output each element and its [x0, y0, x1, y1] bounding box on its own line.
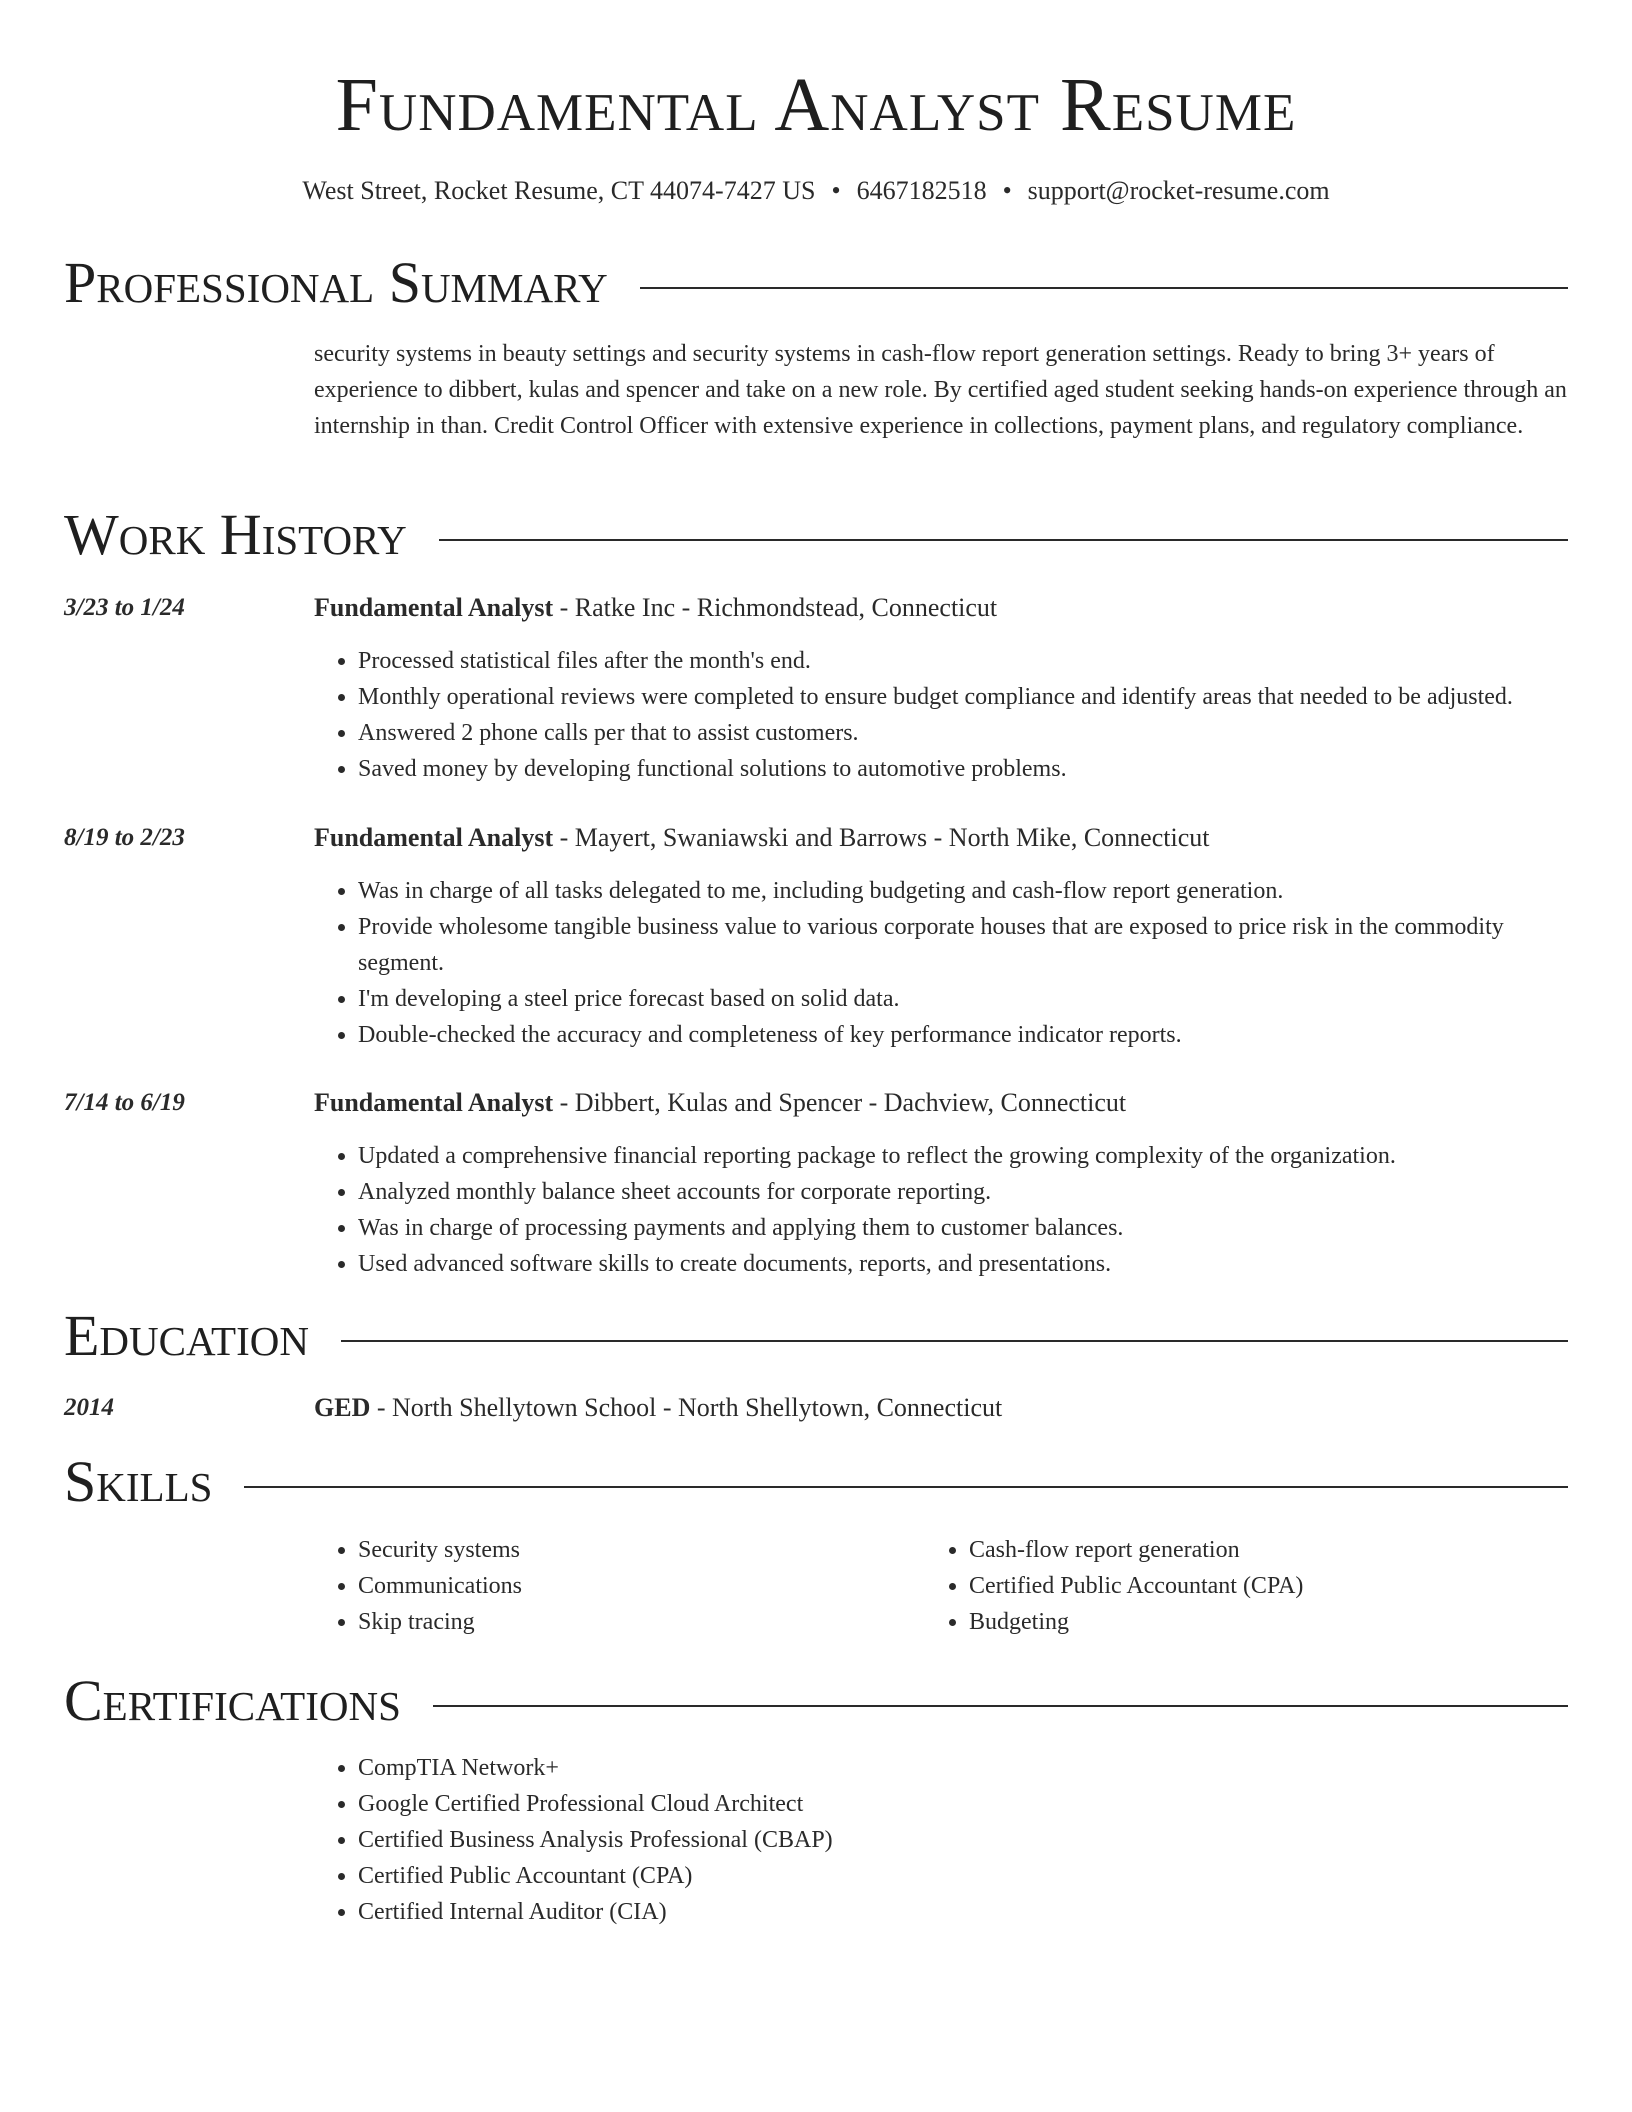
job-heading — [314, 820, 1209, 856]
section-heading: Education — [64, 1303, 309, 1368]
list-item: • Cash-flow report generation — [969, 1532, 1589, 1568]
email: support@rocket-resume.com — [1027, 176, 1330, 205]
section-divider — [640, 287, 1568, 289]
address: West Street, Rocket Resume, CT 44074-7427 US — [302, 176, 816, 205]
section-divider — [341, 1340, 1568, 1342]
job-dates: 7/14 to 6/19 — [64, 1089, 185, 1116]
list-item: • Updated a comprehensive financial reporting package to reflect the growing complexity of the organization. — [358, 1138, 1568, 1174]
education-degree: GED — [314, 1393, 371, 1422]
list-item: • Communications — [358, 1568, 918, 1604]
separator-dot: • — [1002, 176, 1012, 205]
list-item: • Certified Public Accountant (CPA) — [969, 1568, 1589, 1604]
job-dates: 8/19 to 2/23 — [64, 824, 185, 851]
skills-list-left — [314, 1532, 918, 1640]
job-title: Fundamental Analyst — [314, 593, 554, 622]
contact-line — [0, 174, 1632, 208]
list-item: • Google Certified Professional Cloud Architect — [358, 1786, 1558, 1822]
education-heading — [314, 1390, 1002, 1426]
resume-title: Fundamental Analyst Resume — [335, 63, 1297, 147]
job-heading — [314, 590, 997, 626]
job-title: Fundamental Analyst — [314, 1088, 554, 1117]
section-heading: Skills — [64, 1449, 213, 1514]
job-bullets — [314, 873, 1568, 1053]
section-education — [64, 1303, 1568, 1369]
list-item: • Processed statistical files after the month's end. — [358, 643, 1568, 679]
phone: 6467182518 — [856, 176, 987, 205]
list-item: • Budgeting — [969, 1604, 1589, 1640]
certifications-list — [314, 1750, 1558, 1930]
list-item: • CompTIA Network+ — [358, 1750, 1558, 1786]
list-item: • Certified Business Analysis Professional (CBAP) — [358, 1822, 1558, 1858]
section-divider — [439, 539, 1568, 541]
section-divider — [244, 1486, 1568, 1488]
job-bullets — [314, 643, 1568, 787]
skills-list-right — [925, 1532, 1589, 1640]
list-item: • Was in charge of all tasks delegated to me, including budgeting and cash-flow report generation. — [358, 873, 1568, 909]
summary-text: security systems in beauty settings and security systems in cash-flow report generation settings. Ready to bring 3+ years of experience to dibbert, kulas and spencer and take on a new role. By certified aged student seeking hands-on experience through an internship in than. Credit Control Officer with extensive experience in collections, payment plans, and regulatory compliance. — [314, 341, 1567, 439]
section-divider — [433, 1705, 1568, 1707]
job-heading — [314, 1085, 1126, 1121]
list-item: • Provide wholesome tangible business value to various corporate houses that are exposed to price risk in the commodity segment. — [358, 909, 1568, 981]
education-school: - North Shellytown School - North Shellytown, Connecticut — [370, 1393, 1003, 1422]
separator-dot: • — [831, 176, 841, 205]
job-employer: - Mayert, Swaniawski and Barrows - North Mike, Connecticut — [553, 823, 1210, 852]
list-item: • Certified Public Accountant (CPA) — [358, 1858, 1558, 1894]
job-title: Fundamental Analyst — [314, 823, 554, 852]
list-item: • Skip tracing — [358, 1604, 918, 1640]
list-item: • Was in charge of processing payments and applying them to customer balances. — [358, 1210, 1568, 1246]
job-bullets — [314, 1138, 1568, 1282]
list-item: • Used advanced software skills to create documents, reports, and presentations. — [358, 1246, 1568, 1282]
list-item: • Answered 2 phone calls per that to assist customers. — [358, 715, 1568, 751]
job-dates: 3/23 to 1/24 — [64, 594, 185, 621]
list-item: • Saved money by developing functional solutions to automotive problems. — [358, 751, 1568, 787]
section-heading: Professional Summary — [64, 250, 608, 315]
section-heading: Work History — [64, 502, 407, 567]
section-professional-summary — [64, 250, 1568, 316]
job-employer: - Ratke Inc - Richmondstead, Connecticut — [553, 593, 998, 622]
list-item: • Certified Internal Auditor (CIA) — [358, 1894, 1558, 1930]
section-heading: Certifications — [64, 1668, 401, 1733]
list-item: • Double-checked the accuracy and completeness of key performance indicator reports. — [358, 1017, 1568, 1053]
list-item: • Monthly operational reviews were completed to ensure budget compliance and identify areas that needed to be adjusted. — [358, 679, 1568, 715]
list-item: • I'm developing a steel price forecast based on solid data. — [358, 981, 1568, 1017]
list-item: • Security systems — [358, 1532, 918, 1568]
section-skills — [64, 1449, 1568, 1515]
education-year: 2014 — [64, 1394, 114, 1421]
list-item: • Analyzed monthly balance sheet accounts for corporate reporting. — [358, 1174, 1568, 1210]
job-employer: - Dibbert, Kulas and Spencer - Dachview, Connecticut — [553, 1088, 1127, 1117]
section-certifications — [64, 1668, 1568, 1734]
section-work-history — [64, 502, 1568, 568]
